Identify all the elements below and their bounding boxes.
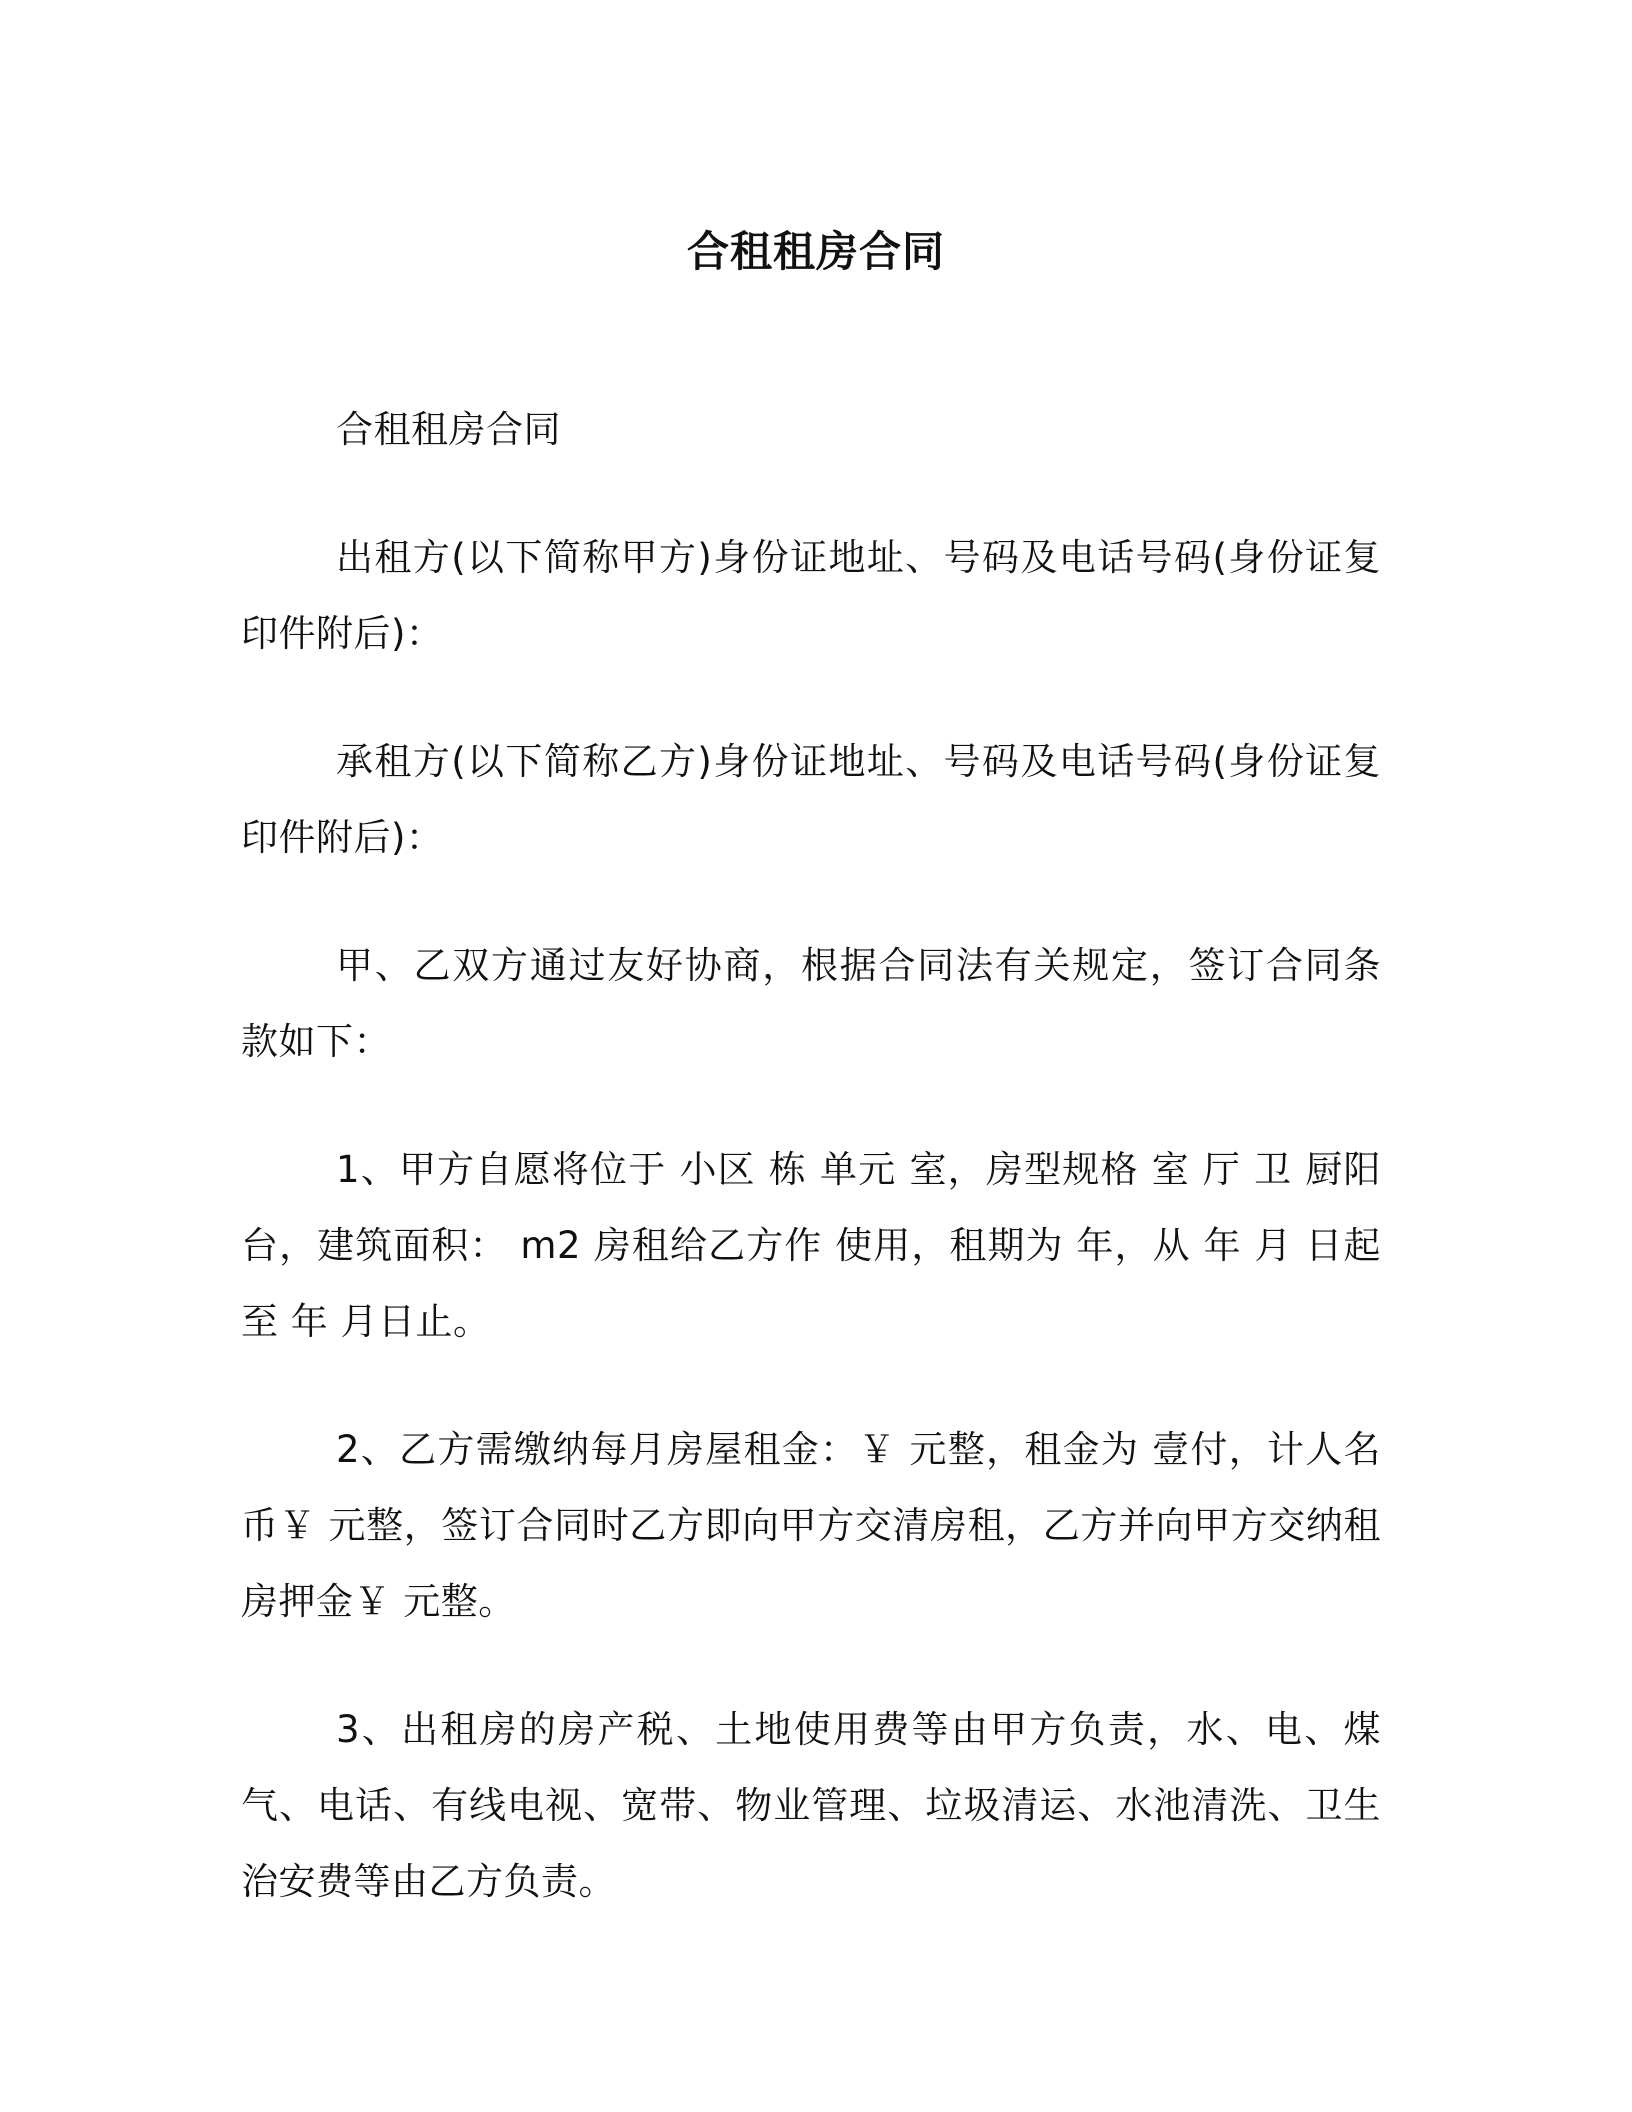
document-body (241, 392, 1381, 1972)
paragraph-lessee: 承租方(以下简称乙方)身份证地址、号码及电话号码(身份证复印件附后)： (241, 740, 1381, 859)
document-title: 合租租房合同 (686, 227, 945, 276)
paragraph-agreement: 甲、乙双方通过友好协商，根据合同法有关规定，签订合同条款如下： (241, 944, 1381, 1063)
paragraph-clause-1: 1、甲方自愿将位于 小区 栋 单元 室，房型规格 室 厅 卫 厨阳台，建筑面积： m2 房租给乙方作 使用，租期为 年，从 年 月 日起至 年 月日止。 (241, 1148, 1381, 1343)
paragraph-lessor: 出租方(以下简称甲方)身份证地址、号码及电话号码(身份证复印件附后)： (241, 536, 1381, 655)
paragraph-clause-2: 2、乙方需缴纳每月房屋租金：￥ 元整，租金为 壹付，计人名币￥ 元整，签订合同时乙方即向甲方交清房租，乙方并向甲方交纳租房押金￥ 元整。 (241, 1428, 1381, 1623)
paragraph-subtitle: 合租租房合同 (336, 408, 561, 451)
paragraph-clause-3: 3、出租房的房产税、土地使用费等由甲方负责，水、电、煤气、电话、有线电视、宽带、物业管理、垃圾清运、水池清洗、卫生治安费等由乙方负责。 (241, 1708, 1381, 1903)
